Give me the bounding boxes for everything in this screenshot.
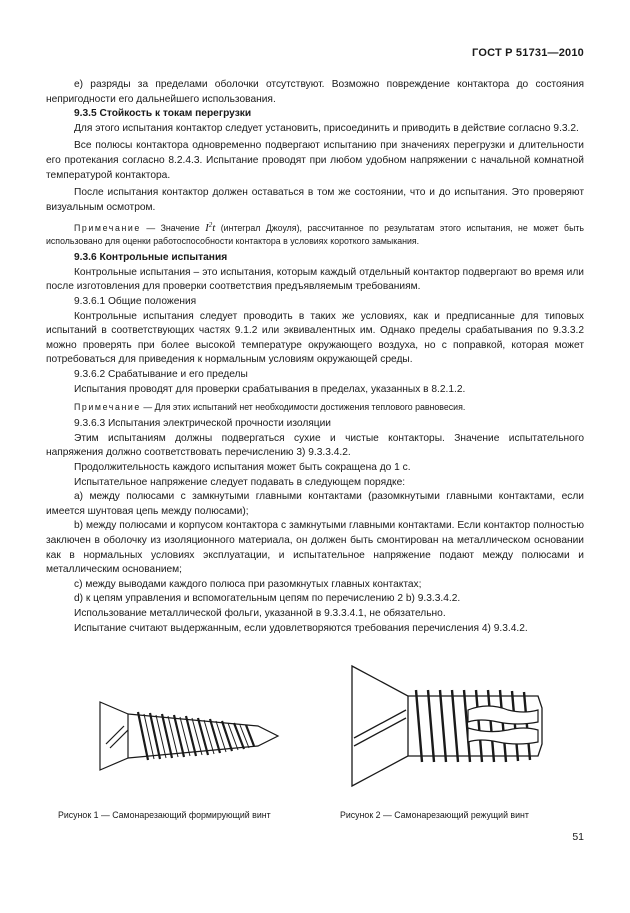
list-item-c: c) между выводами каждого полюса при разомкнутых главных контактах;	[74, 578, 422, 590]
list-item-d: d) к цепям управления и вспомогательным цепям по перечислению 2 b) 9.3.3.4.2.	[74, 593, 461, 605]
paragraph: Все полюсы контактора одновременно подвергают испытанию при значениях перегрузки и длительности его протекания согласно 8.2.4.3. Испытание проводят при любом удобном напряжении с начальной комнатной температурой контактора.	[46, 140, 584, 181]
list-item-b: b) между полюсами и корпусом контактора с замкнутыми главными контактами. Если контактор полностью заключен в оболочку из изоляционного материала, он должен быть смонтирован на металлическом основании как в нормальных условиях эксплуатации, и испытательное напряжение подают между полюсами и металлическим основанием;	[46, 520, 584, 576]
note-label: Примечание	[74, 402, 141, 413]
figure-2-caption: Рисунок 2 — Самонарезающий режущий винт	[340, 810, 529, 820]
paragraph: Использование металлической фольги, указанной в 9.3.3.4.1, не обязательно.	[74, 607, 446, 619]
formula-t: t	[212, 222, 216, 235]
note-label: Примечание	[74, 223, 141, 234]
paragraph: Испытание считают выдержанным, если удовлетворяются требования перечисления 4) 9.3.4.2.	[74, 622, 528, 634]
heading-9-3-5: 9.3.5 Стойкость к токам перегрузки	[74, 108, 252, 120]
heading-9-3-6-2: 9.3.6.2 Срабатывание и его пределы	[74, 369, 248, 381]
page-body	[46, 78, 584, 636]
formula-i: I	[205, 222, 209, 235]
paragraph: Испытания проводят для проверки срабатывания в пределах, указанных в 8.2.1.2.	[74, 383, 466, 395]
figure-1-forming-screw	[98, 696, 280, 776]
paragraph: Этим испытаниям должны подвергаться сухие и чистые контакторы. Значение испытательного напряжения должно соответствовать перечислению 3) 9.3.3.4.2.	[46, 432, 584, 459]
note-text: — Для этих испытаний нет необходимости достижения теплового равновесия.	[140, 402, 466, 413]
note-equilibrium	[46, 401, 584, 414]
heading-9-3-6: 9.3.6 Контрольные испытания	[74, 252, 228, 264]
heading-9-3-6-1: 9.3.6.1 Общие положения	[74, 296, 197, 308]
paragraph: Контрольные испытания – это испытания, которым каждый отдельный контактор подвергают во время или после изготовления для проверки соответствия предъявляемым требованиям.	[46, 266, 584, 293]
note-text: — Значение	[140, 223, 206, 234]
note-text: (интеграл Джоуля), рассчитанное по результатам этого испытания, не может быть использовано для оценки работоспособности контактора в условиях короткого замыкания.	[46, 223, 584, 247]
figure-2-cutting-screw	[348, 664, 548, 788]
page-number: 51	[572, 831, 584, 843]
heading-9-3-6-3: 9.3.6.3 Испытания электрической прочности изоляции	[74, 418, 331, 430]
document-header: ГОСТ Р 51731—2010	[472, 47, 584, 59]
paragraph: Для этого испытания контактор следует установить, присоединить и приводить в действие согласно 9.3.2.	[74, 122, 579, 134]
paragraph: Контрольные испытания следует проводить в таких же условиях, как и предписанные для типовых испытаний в соответствующих частях 9.1.2 или эквивалентных им. Однако пределы срабатывания по 9.3.3.2 можно проверять при более высокой температуре окружающего воздуха, но с поправкой, которая может потребоваться для приведения к нормальным условиям окружающей среды.	[46, 310, 584, 366]
figure-1-caption: Рисунок 1 — Самонарезающий формирующий винт	[58, 810, 271, 820]
paragraph: После испытания контактор должен оставаться в том же состоянии, что и до испытания. Это проверяют визуальным осмотром.	[46, 187, 584, 213]
paragraph: Испытательное напряжение следует подавать в следующем порядке:	[74, 476, 406, 488]
paragraph: Продолжительность каждого испытания может быть сокращена до 1 с.	[74, 461, 411, 473]
formula-sup: 2	[208, 221, 213, 230]
note-joule	[46, 219, 584, 248]
paragraph-e: е) разряды за пределами оболочки отсутствуют. Возможно повреждение контактора до состояния непригодности его дальнейшего использования.	[46, 79, 584, 105]
list-item-a: a) между полюсами с замкнутыми главными контактами (разомкнутыми главными контактами, если имеется шунтовая цепь между полюсами);	[46, 491, 584, 517]
